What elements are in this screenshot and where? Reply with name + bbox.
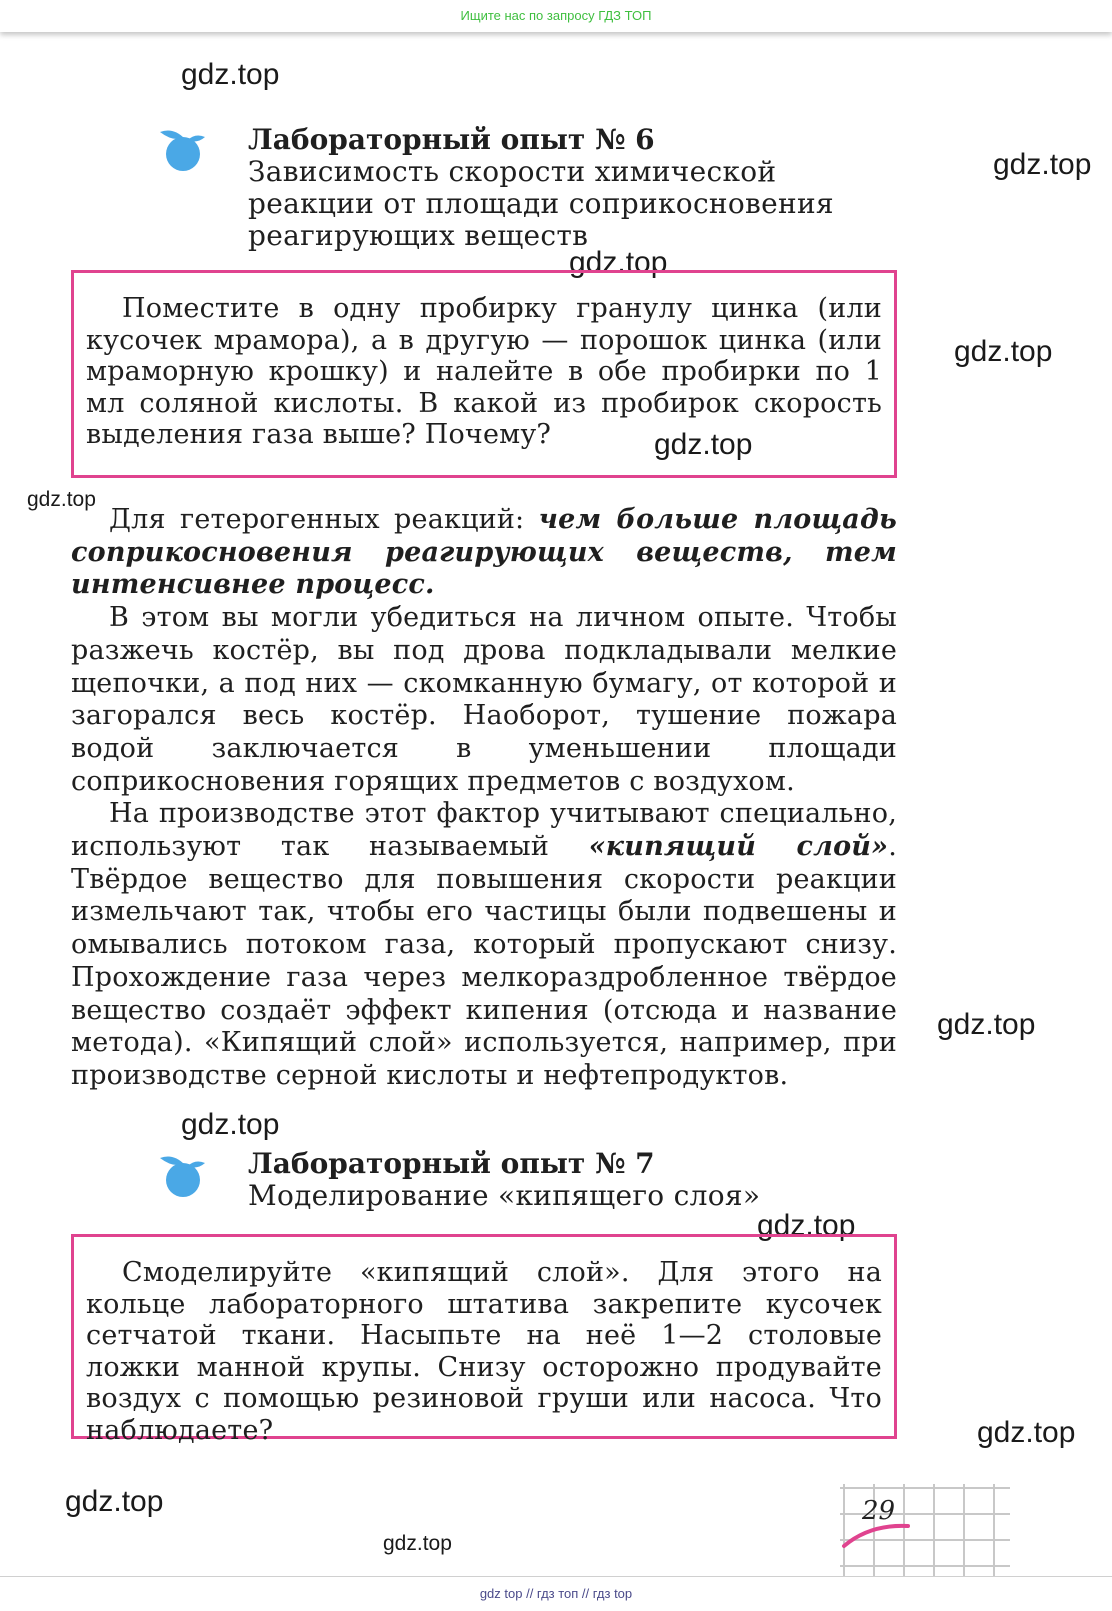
bottom-links[interactable] (0, 1576, 1112, 1611)
p3-start: На производстве этот фактор учитывают специально, используют так называемый (71, 798, 897, 863)
watermark: gdz.top (954, 335, 1053, 368)
paragraph: В этом вы могли убедиться на личном опыте. Чтобы разжечь костёр, вы под дрова подкладывали мелкие щепочки, а под них — скомканную бумагу, от которой и загорался весь костёр. Наоборот, тушение пожара водой заключается в уменьшении площади соприкосновения горящих предметов с воздухом. (71, 602, 897, 797)
watermark: gdz.top (993, 148, 1092, 181)
watermark: gdz.top (27, 488, 96, 511)
watermark: gdz.top (569, 246, 668, 279)
apple-icon (157, 1154, 207, 1200)
lab7-header (248, 1148, 760, 1212)
watermark: gdz.top (65, 1485, 164, 1518)
watermark: gdz.top (181, 58, 280, 91)
lab7-subtitle: Моделирование «кипящего слоя» (248, 1179, 761, 1212)
lab6-header (248, 124, 834, 252)
page-number: 29 (862, 1496, 896, 1526)
watermark: gdz.top (654, 428, 753, 461)
lab7-task-box (71, 1234, 897, 1446)
p3-end: . Твёрдое вещество для повышения скорости реакции измельчают так, чтобы его частицы были подвешены и омывались потоком газа, который пропускают снизу. Прохождение газа через мелкораздробленное твёрдое вещество создаёт эффект кипения (отсюда и название метода). «Кипящий слой» используется, например, при производстве серной кислоты и нефтепродуктов. (71, 831, 898, 1091)
lab6-task-box (71, 270, 897, 478)
watermark: gdz.top (757, 1209, 856, 1242)
lab6-title: Лабораторный опыт № 6 (248, 123, 655, 156)
paragraph (71, 798, 897, 1092)
grid-icon (840, 1480, 1010, 1576)
lab6-subtitle-line: Зависимость скорости химической (248, 155, 777, 188)
watermark: gdz.top (181, 1108, 280, 1141)
lab6-subtitle-line: реакции от площади соприкосновения (248, 187, 834, 220)
watermark: gdz.top (977, 1416, 1076, 1449)
lab6-task-text: Поместите в одну пробирку гранулу цинка (или кусочек мрамора), а в другую — порошок цинка (или мраморную крошку) и налейте в обе пробирки по 1 мл соляной кислоты. В какой из пробирок скорость выделения газа выше? Почему? (86, 293, 882, 450)
main-text (71, 504, 897, 1093)
watermark: gdz.top (383, 1532, 452, 1555)
bottom-links-text[interactable]: gdz top // гдз топ // гдз top (479, 1586, 633, 1601)
p1-lead: Для гетерогенных реакций: (109, 504, 539, 535)
top-banner-text[interactable]: Ищите нас по запросу ГДЗ ТОП (460, 8, 652, 23)
paragraph (71, 504, 897, 602)
page-number-block (840, 1480, 1010, 1576)
watermark: gdz.top (937, 1008, 1036, 1041)
p1-emphasis: чем больше площадь соприкосновения реагирующих веществ, тем интенсивнее процесс. (71, 504, 897, 601)
top-banner[interactable] (0, 0, 1112, 32)
lab7-task-text: Смоделируйте «кипящий слой». Для этого на кольце лабораторного штатива закрепите кусочек сетчатой ткани. Насыпьте на неё 1—2 столовые ложки манной крупы. Снизу осторожно продувайте воздух с помощью резиновой груши или насоса. Что наблюдаете? (86, 1257, 882, 1446)
p3-term: «кипящий слой» (588, 831, 889, 863)
lab6-subtitle-line: реагирующих веществ (248, 219, 589, 252)
lab7-title: Лабораторный опыт № 7 (248, 1147, 655, 1180)
apple-icon (157, 128, 207, 174)
